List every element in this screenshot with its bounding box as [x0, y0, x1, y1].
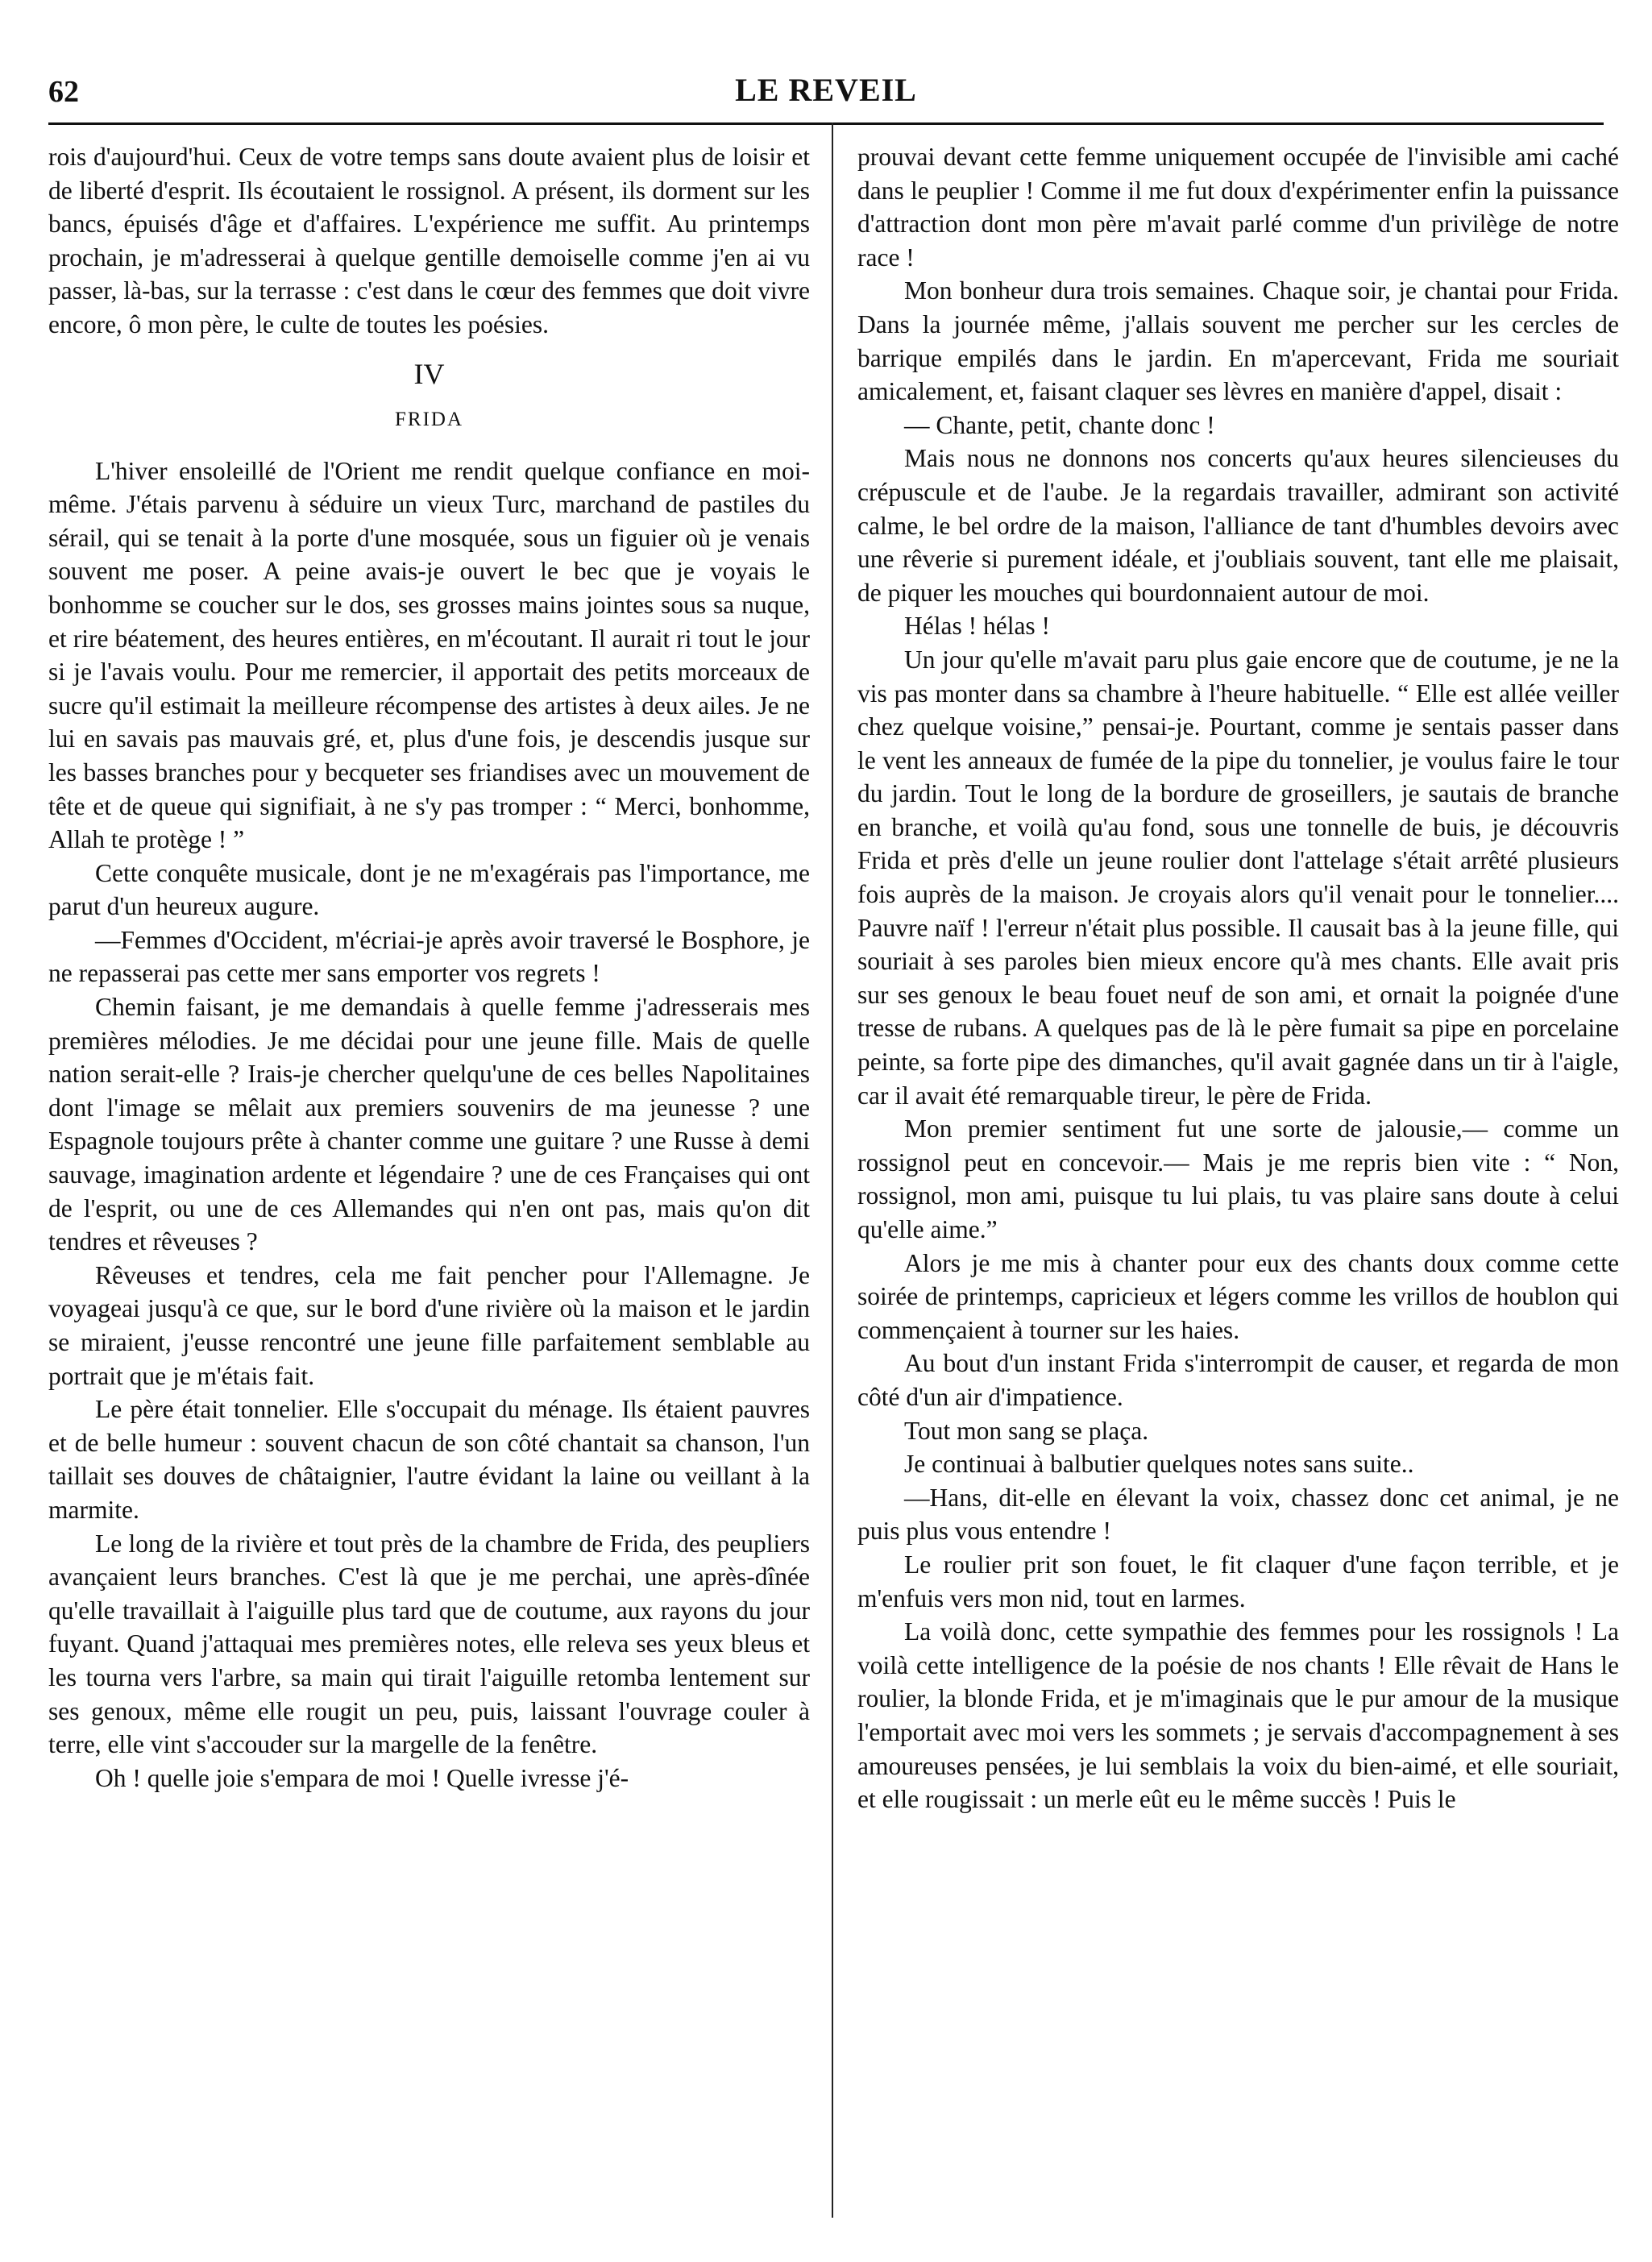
paragraph: Le long de la rivière et tout près de la chambre de Frida, des peupliers avançaient leurs branches. C'est là que je me perchai, une après-dînée qu'elle travaillait à l'aiguille plus tard que de coutume, aux rayons du jour fuyant. Quand j'attaquai mes premières notes, elle releva ses yeux bleus et les tourna vers l'arbre, sa main qui tirait l'aiguille retomba lentement sur ses genoux, même elle rougit un peu, puis, laissant l'ouvrage couler à terre, elle vint s'accouder sur la margelle de la fenêtre. — [48, 1529, 810, 1759]
paragraph: —Hans, dit-elle en élevant la voix, chassez donc cet animal, je ne puis plus vous entendre ! — [857, 1483, 1619, 1546]
paragraph: Chemin faisant, je me demandais à quelle femme j'adresserais mes premières mélodies. Je me décidai pour une jeune fille. Mais de quelle nation serait-elle ? Irais-je chercher quelqu'une de ces belles Napolitaines dont l'image se mêlait aux premiers souvenirs de ma jeunesse ? une Espagnole toujours prête à chanter comme une guitare ? une Russe à demi sauvage, imagination ardente et légendaire ? une de ces Françaises qui ont de l'esprit, ou une de ces Allemandes qui n'en ont pas, mais qu'on dit tendres et rêveuses ? — [48, 993, 810, 1256]
left-column — [48, 140, 810, 2235]
paragraph: Cette conquête musicale, dont je ne m'exagérais pas l'importance, me parut d'un heureux augure. — [48, 858, 810, 921]
paragraph: Hélas ! hélas ! — [904, 612, 1051, 641]
running-title: LE REVEIL — [735, 72, 917, 108]
right-column — [857, 140, 1619, 2235]
paragraph: Mon bonheur dura trois semaines. Chaque soir, je chantai pour Frida. Dans la journée même, j'allais souvent me percher sur les cercles de barrique empilés dans le jardin. En m'apercevant, Frida me souriait amicalement, et, faisant claquer ses lèvres en manière d'appel, disait : — [857, 276, 1619, 406]
paragraph: Rêveuses et tendres, cela me fait pencher pour l'Allemagne. Je voyageai jusqu'à ce que, sur le bord d'une rivière où la maison et le jardin se miraient, j'eusse rencontré une jeune fille parfaitement semblable au portrait que je m'étais fait. — [48, 1260, 810, 1390]
header-rule — [48, 122, 1604, 125]
paragraph: Au bout d'un instant Frida s'interrompit de causer, et regarda de mon côté d'un air d'impatience. — [857, 1349, 1619, 1411]
paragraph: — Chante, petit, chante donc ! — [904, 410, 1215, 439]
paragraph: Oh ! quelle joie s'empara de moi ! Quelle ivresse j'é- — [95, 1763, 629, 1792]
section-title: FRIDA — [394, 408, 463, 430]
paragraph: Je continuai à balbutier quelques notes sans suite.. — [904, 1450, 1414, 1479]
paragraph: prouvai devant cette femme uniquement occupée de l'invisible ami caché dans le peuplier ! Comme il me fut doux d'expérimenter enfin la puissance d'attraction dont mon père m'avait parlé comme d'un privilège de notre race ! — [857, 143, 1619, 272]
paragraph: La voilà donc, cette sympathie des femmes pour les rossignols ! La voilà cette intelligence de la poésie de nos chants ! Elle rêvait de Hans le roulier, la blonde Frida, et je m'imaginais que le pur amour de la musique l'emportait avec moi vers les sommets ; je servais d'accompagnement à ses amoureuses pensées, je lui semblais la voix du bien-aimé, et elle souriait, et elle rougissait : un merle eût eu le même succès ! Puis le — [857, 1617, 1619, 1814]
paragraph: rois d'aujourd'hui. Ceux de votre temps sans doute avaient plus de loisir et de liberté d'esprit. Ils écoutaient le rossignol. A présent, ils dorment sur les bancs, épuisés d'âge et d'affaires. L'expérience me suffit. Au printemps prochain, je m'adresserai à quelque gentille demoiselle comme j'en ai vu passer, là-bas, sur la terrasse : c'est dans le cœur des femmes que doit vivre encore, ô mon père, le culte de toutes les poésies. — [48, 143, 810, 338]
paragraph: Le père était tonnelier. Elle s'occupait du ménage. Ils étaient pauvres et de belle humeur : souvent chacun de son côté chantait sa chanson, l'un taillait ses douves de châtaignier, l'autre évidant la laine ou veillant à la marmite. — [48, 1395, 810, 1524]
paragraph: Mais nous ne donnons nos concerts qu'aux heures silencieuses du crépuscule et de l'aube. Je la regardais travailler, admirant son activité calme, le bel ordre de la maison, l'alliance de tant d'humbles devoirs avec une rêverie si purement idéale, et j'oubliais souvent, tant elle me plaisait, de piquer les mouches qui bourdonnaient autour de moi. — [857, 444, 1619, 607]
paragraph: Un jour qu'elle m'avait paru plus gaie encore que de coutume, je ne la vis pas monter dans sa chambre à l'heure habituelle. “ Elle est allée veiller chez quelque voisine,” pensai-je. Pourtant, comme je sentais passer dans le vent les anneaux de fumée de la pipe du tonnelier, je voulus faire le tour du jardin. Tout le long de la bordure de groseillers, je sautais de branche en branche, et voilà qu'au fond, sous une tonnelle de buis, je découvris Frida et près d'elle un jeune roulier dont l'attelage s'était arrêté plusieurs fois auprès de la maison. Je croyais alors qu'il venait pour le tonnelier.... Pauvre naïf ! l'erreur n'était plus possible. Il causait bas à la jeune fille, qui souriait à ses paroles bien mieux encore qu'à mes chants. Elle avait pris sur ses genoux le beau fouet neuf de son ami, et ornait la poignée d'une tresse de rubans. A quelques pas de là le père fumait sa pipe en porcelaine peinte, sa forte pipe des dimanches, qu'il avait gagnée dans un tir à l'aigle, car il avait été remarquable tireur, le père de Frida. — [857, 645, 1619, 1110]
paragraph: Mon premier sentiment fut une sorte de jalousie,— comme un rossignol peut en concevoir.— Mais je me repris bien vite : “ Non, rossignol, mon ami, puisque tu lui plais, tu vas plaire sans doute à celui qu'elle aime.” — [857, 1114, 1619, 1243]
column-divider — [832, 122, 833, 2218]
page-header — [48, 71, 1604, 113]
section-number: IV — [413, 357, 445, 390]
paragraph: —Femmes d'Occident, m'écriai-je après avoir traversé le Bosphore, je ne repasserai pas cette mer sans emporter vos regrets ! — [48, 925, 810, 988]
page-number: 62 — [48, 75, 79, 109]
paragraph: Tout mon sang se plaça. — [904, 1416, 1149, 1445]
paragraph: L'hiver ensoleillé de l'Orient me rendit quelque confiance en moi-même. J'étais parvenu à séduire un vieux Turc, marchand de pastiles du sérail, qui se tenait à la porte d'une mosquée, sous un figuier où je venais souvent me poser. A peine avais-je ouvert le bec que je voyais le bonhomme se coucher sur le dos, ses grosses mains jointes sous sa nuque, et rire béatement, des heures entières, en m'écoutant. Il aurait ri tout le jour si je l'avais voulu. Pour me remercier, il apportait des petits morceaux de sucre qu'il estimait la meilleure récompense des artistes à deux ailes. Je ne lui en savais pas mauvais gré, et, plus d'une fois, je descendis jusque sur les basses branches pour y becqueter ses friandises avec un mouvement de tête et de queue qui signifiait, à ne s'y pas tromper : “ Merci, bonhomme, Allah te protège ! ” — [48, 456, 810, 854]
paragraph: Le roulier prit son fouet, le fit claquer d'une façon terrible, et je m'enfuis vers mon nid, tout en larmes. — [857, 1550, 1619, 1612]
paragraph: Alors je me mis à chanter pour eux des chants doux comme cette soirée de printemps, capricieux et légers comme les vrillos de houblon qui commençaient à tourner sur les haies. — [857, 1248, 1619, 1344]
